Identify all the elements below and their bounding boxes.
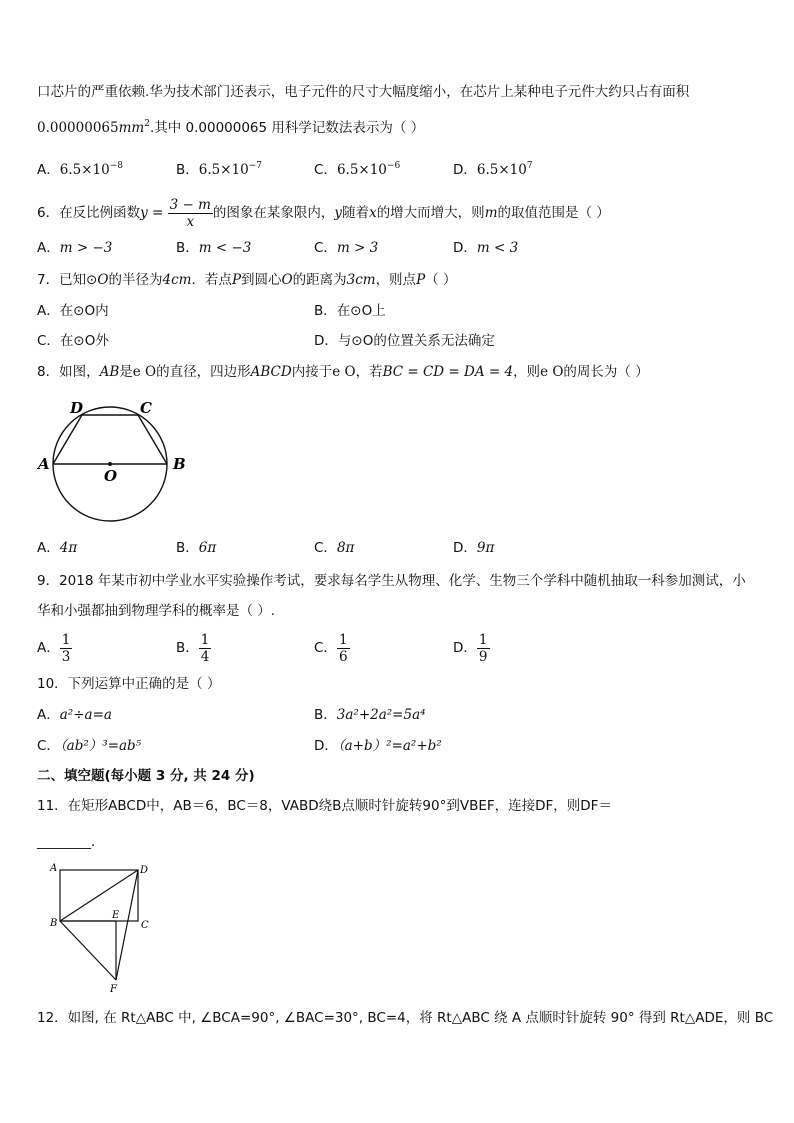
q10-stem: 10．下列运算中正确的是（ ） — [37, 676, 221, 692]
q8-label-c: C — [140, 399, 152, 417]
q11-label-d: D — [140, 865, 149, 876]
q6-option-b: B．m < −3 — [176, 240, 252, 256]
q6-option-d: D．m < 3 — [453, 240, 519, 256]
q5-line1: 口芯片的严重依赖.华为技术部门还表示，电子元件的尺寸大幅度缩小，在芯片上某种电子元件大约只占有面积 — [37, 84, 690, 100]
q5-line2 — [37, 118, 424, 138]
q11-label-e: E — [112, 910, 120, 921]
q5-option-b: B．$6.5\times 10^{-7}$ — [176, 161, 263, 178]
q10-option-d: D．（a+b）²=a²+b² — [314, 738, 442, 754]
q8-stem: 8．如图，AB是e O的直径，四边形ABCD内接于e O，若BC = CD = DA = 4，则e O的周长为（ ） — [37, 364, 649, 380]
q7-option-c: C．在⊙O外 — [37, 333, 109, 349]
q9-line1: 9．2018 年某市初中学业水平实验操作考试，要求每名学生从物理、化学、生物三个学科中随机抽取一科参加测试，小 — [37, 573, 746, 589]
q11-segment-bf — [60, 921, 116, 980]
q6-option-c: C．m > 3 — [314, 240, 379, 256]
q8-option-b: B．6π — [176, 540, 217, 556]
q6-option-a: A．m > −3 — [37, 240, 113, 256]
q7-stem: 7．已知⊙O的半径为4cm．若点P到圆心O的距离为3cm，则点P（ ） — [37, 272, 457, 288]
q11-figure — [42, 858, 162, 998]
q8-figure — [30, 392, 200, 532]
q10-option-c: C．（ab²）³=ab⁵ — [37, 738, 142, 754]
q5-area-value: 0.00000065 — [37, 120, 119, 136]
q6-fraction: $\frac{3 - m}{x}$ — [169, 196, 211, 230]
q5-area-unit: mm — [118, 120, 145, 136]
q5-line2-text: .其中 0.00000065 用科学记数法表示为（ ） — [149, 120, 425, 136]
q9-option-d: D． $\frac{1}{9}$ — [453, 631, 488, 665]
q8-center-dot — [108, 462, 112, 466]
q8-option-c: C．8π — [314, 540, 355, 556]
q11-label-f: F — [110, 984, 117, 995]
q8-label-b: B — [173, 455, 186, 473]
q6-func-lhs: y = — [140, 205, 164, 221]
q11-stem: 11．在矩形ABCD中，AB＝6，BC＝8，VABD绕B点顺时针旋转90°到VBEF，连接DF，则DF＝ — [37, 798, 612, 814]
q8-label-o: O — [104, 467, 118, 485]
q9-option-a: A． $\frac{1}{3}$ — [37, 631, 71, 665]
section2-title: 二、填空题(每小题 3 分, 共 24 分) — [37, 768, 255, 784]
q8-label-d: D — [70, 399, 84, 417]
q8-option-a: A．4π — [37, 540, 78, 556]
q7-option-a: A．在⊙O内 — [37, 303, 109, 319]
q11-label-c: C — [141, 920, 149, 931]
q5-option-a: A．$6.5\times 10^{-8}$ — [37, 161, 123, 178]
q11-label-b: B — [50, 918, 58, 929]
q8-label-a: A — [38, 455, 50, 473]
q11-diagonal-bd — [60, 870, 138, 921]
q9-line2: 华和小强都抽到物理学科的概率是（ ）. — [37, 603, 276, 619]
q6-stem: 6．在反比例函数y = $\frac{3 - m}{x}$ 的图象在某象限内，y随着x的增大而增大，则m的取值范围是（ ） — [37, 196, 610, 230]
q10-option-a: A．a²÷a=a — [37, 707, 112, 723]
q9-option-b: B． $\frac{1}{4}$ — [176, 631, 210, 665]
q10-option-b: B．3a²+2a²=5a⁴ — [314, 707, 426, 723]
q11-blank: ________． — [37, 834, 105, 850]
q11-label-a: A — [50, 863, 58, 874]
q7-option-b: B．在⊙O上 — [314, 303, 386, 319]
q9-option-c: C． $\frac{1}{6}$ — [314, 631, 348, 665]
q5-option-d: D．$6.5\times 10^7$ — [453, 161, 533, 178]
q7-option-d: D．与⊙O的位置关系无法确定 — [314, 333, 495, 349]
q5-area-exp: 2 — [144, 119, 150, 129]
q12-stem: 12．如图, 在 Rt△ABC 中, ∠BCA=90°, ∠BAC=30°, BC=4，将 Rt△ABC 绕 A 点顺时针旋转 90° 得到 Rt△ADE，则 BC — [37, 1010, 774, 1026]
q8-option-d: D．9π — [453, 540, 495, 556]
q5-option-c: C．$6.5\times 10^{-6}$ — [314, 161, 401, 178]
q11-segment-df — [116, 870, 138, 980]
